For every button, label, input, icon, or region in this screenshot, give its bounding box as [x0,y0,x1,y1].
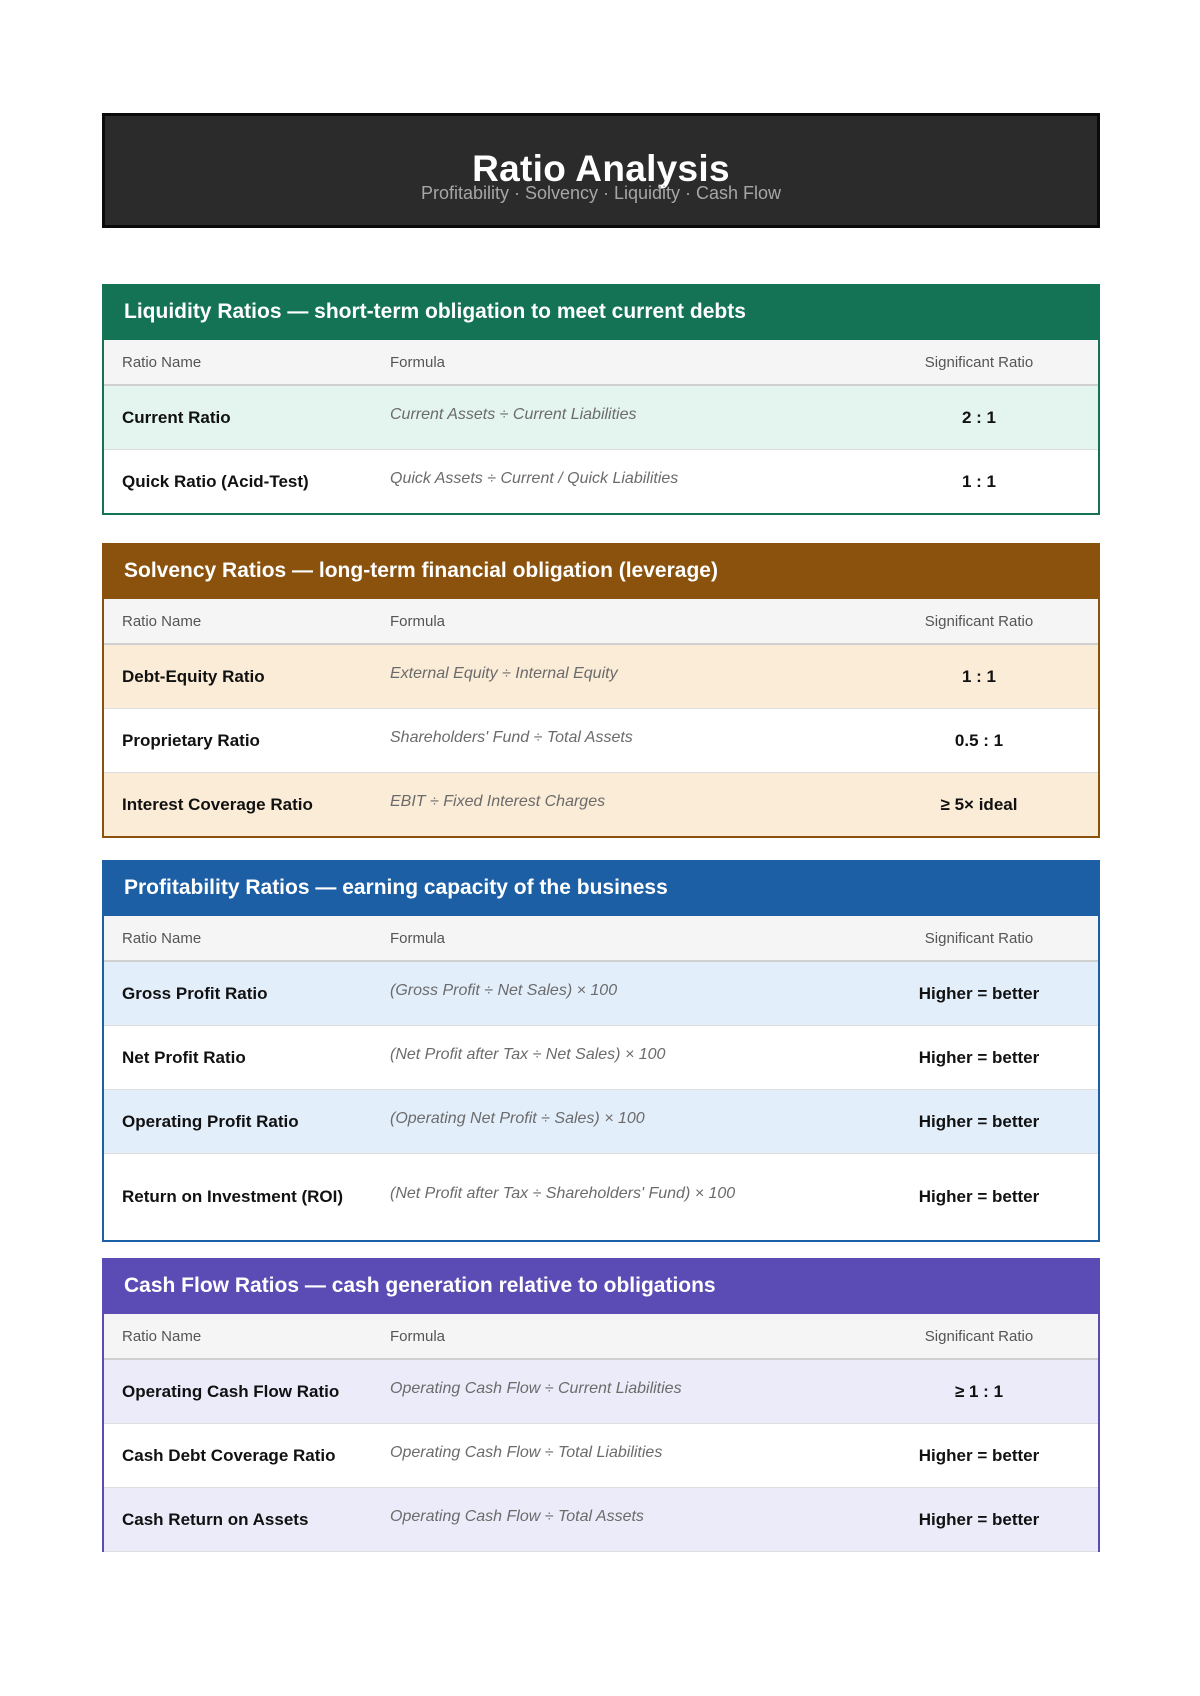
ratio-formula: External Equity ÷ Internal Equity [372,644,860,709]
section-title: Cash Flow Ratios — cash generation relative to obligations [102,1258,1100,1314]
col-header-name: Ratio Name [104,916,372,961]
ratio-name: Current Ratio [104,385,372,450]
ratio-name: Operating Profit Ratio [104,1090,372,1154]
cash-flow-section [102,1258,1100,1552]
col-header-formula: Formula [372,916,860,961]
liquidity-section [102,284,1100,515]
table-header-row [104,1314,1098,1359]
table-row [104,1359,1098,1424]
ratio-formula: Operating Cash Flow ÷ Current Liabilities [372,1359,860,1424]
ratio-name: Quick Ratio (Acid-Test) [122,471,309,491]
solvency-section [102,543,1100,838]
section-title: Profitability Ratios — earning capacity of the business [102,860,1100,916]
ratio-value: 2 : 1 [860,385,1098,450]
col-header-formula: Formula [372,1314,860,1359]
col-header-formula: Formula [372,599,860,644]
ratio-name: Debt-Equity Ratio [104,644,372,709]
ratio-table [104,599,1098,836]
ratio-value: ≥ 1 : 1 [860,1359,1098,1424]
col-header-significant: Significant Ratio [860,1314,1098,1359]
col-header-significant: Significant Ratio [860,599,1098,644]
ratio-formula: Quick Assets ÷ Current / Quick Liabilities [390,469,679,487]
ratio-name: Operating Cash Flow Ratio [104,1359,372,1424]
page-header [102,113,1100,228]
col-header-significant: Significant Ratio [860,340,1098,385]
col-header-formula: Formula [372,340,860,385]
ratio-value: Higher = better [860,1424,1098,1488]
ratio-value: 0.5 : 1 [860,709,1098,773]
table-header-row [104,916,1098,961]
ratio-formula: (Net Profit after Tax ÷ Net Sales) × 100 [372,1026,860,1090]
ratio-name: Cash Debt Coverage Ratio [104,1424,372,1488]
ratio-name: Interest Coverage Ratio [104,773,372,837]
ratio-value: Higher = better [860,1026,1098,1090]
ratio-name: Return on Investment (ROI) [122,1187,344,1206]
table-row [104,450,1098,514]
table-row [104,1488,1098,1552]
ratio-value: Higher = better [860,1488,1098,1552]
ratio-formula: (Operating Net Profit ÷ Sales) × 100 [372,1090,860,1154]
page-subtitle: Profitability · Solvency · Liquidity · Cash Flow [420,183,782,203]
ratio-formula: Shareholders' Fund ÷ Total Assets [372,709,860,773]
profitability-section [102,860,1100,1242]
ratio-formula: Operating Cash Flow ÷ Total Liabilities [372,1424,860,1488]
table-row [104,1090,1098,1154]
ratio-value: ≥ 5× ideal [860,773,1098,837]
col-header-name: Ratio Name [104,599,372,644]
table-header-row [104,599,1098,644]
table-row [104,961,1098,1026]
table-row [104,773,1098,837]
col-header-name: Ratio Name [104,1314,372,1359]
ratio-table [104,1314,1098,1552]
table-row [104,1026,1098,1090]
ratio-value: Higher = better [918,1187,1040,1206]
page-title: Ratio Analysis [472,148,730,189]
ratio-value: 1 : 1 [961,471,997,491]
ratio-name: Gross Profit Ratio [104,961,372,1026]
ratio-formula: Operating Cash Flow ÷ Total Assets [372,1488,860,1552]
ratio-table [104,340,1098,513]
ratio-name: Cash Return on Assets [104,1488,372,1552]
ratio-formula: EBIT ÷ Fixed Interest Charges [372,773,860,837]
ratio-formula: (Net Profit after Tax ÷ Shareholders' Fund) × 100 [390,1185,736,1202]
table-row [104,709,1098,773]
col-header-significant: Significant Ratio [860,916,1098,961]
ratio-name: Proprietary Ratio [104,709,372,773]
table-row [104,644,1098,709]
ratio-value: Higher = better [860,1090,1098,1154]
ratio-name: Net Profit Ratio [104,1026,372,1090]
ratio-value: Higher = better [860,961,1098,1026]
table-row [104,1154,1098,1241]
section-title: Liquidity Ratios — short-term obligation to meet current debts [102,284,1100,340]
table-row [104,385,1098,450]
ratio-value: 1 : 1 [860,644,1098,709]
ratio-formula: (Gross Profit ÷ Net Sales) × 100 [372,961,860,1026]
ratio-table [104,916,1098,1240]
table-row [104,1424,1098,1488]
section-title: Solvency Ratios — long-term financial obligation (leverage) [102,543,1100,599]
ratio-formula: Current Assets ÷ Current Liabilities [372,385,860,450]
table-header-row [104,340,1098,385]
col-header-name: Ratio Name [104,340,372,385]
